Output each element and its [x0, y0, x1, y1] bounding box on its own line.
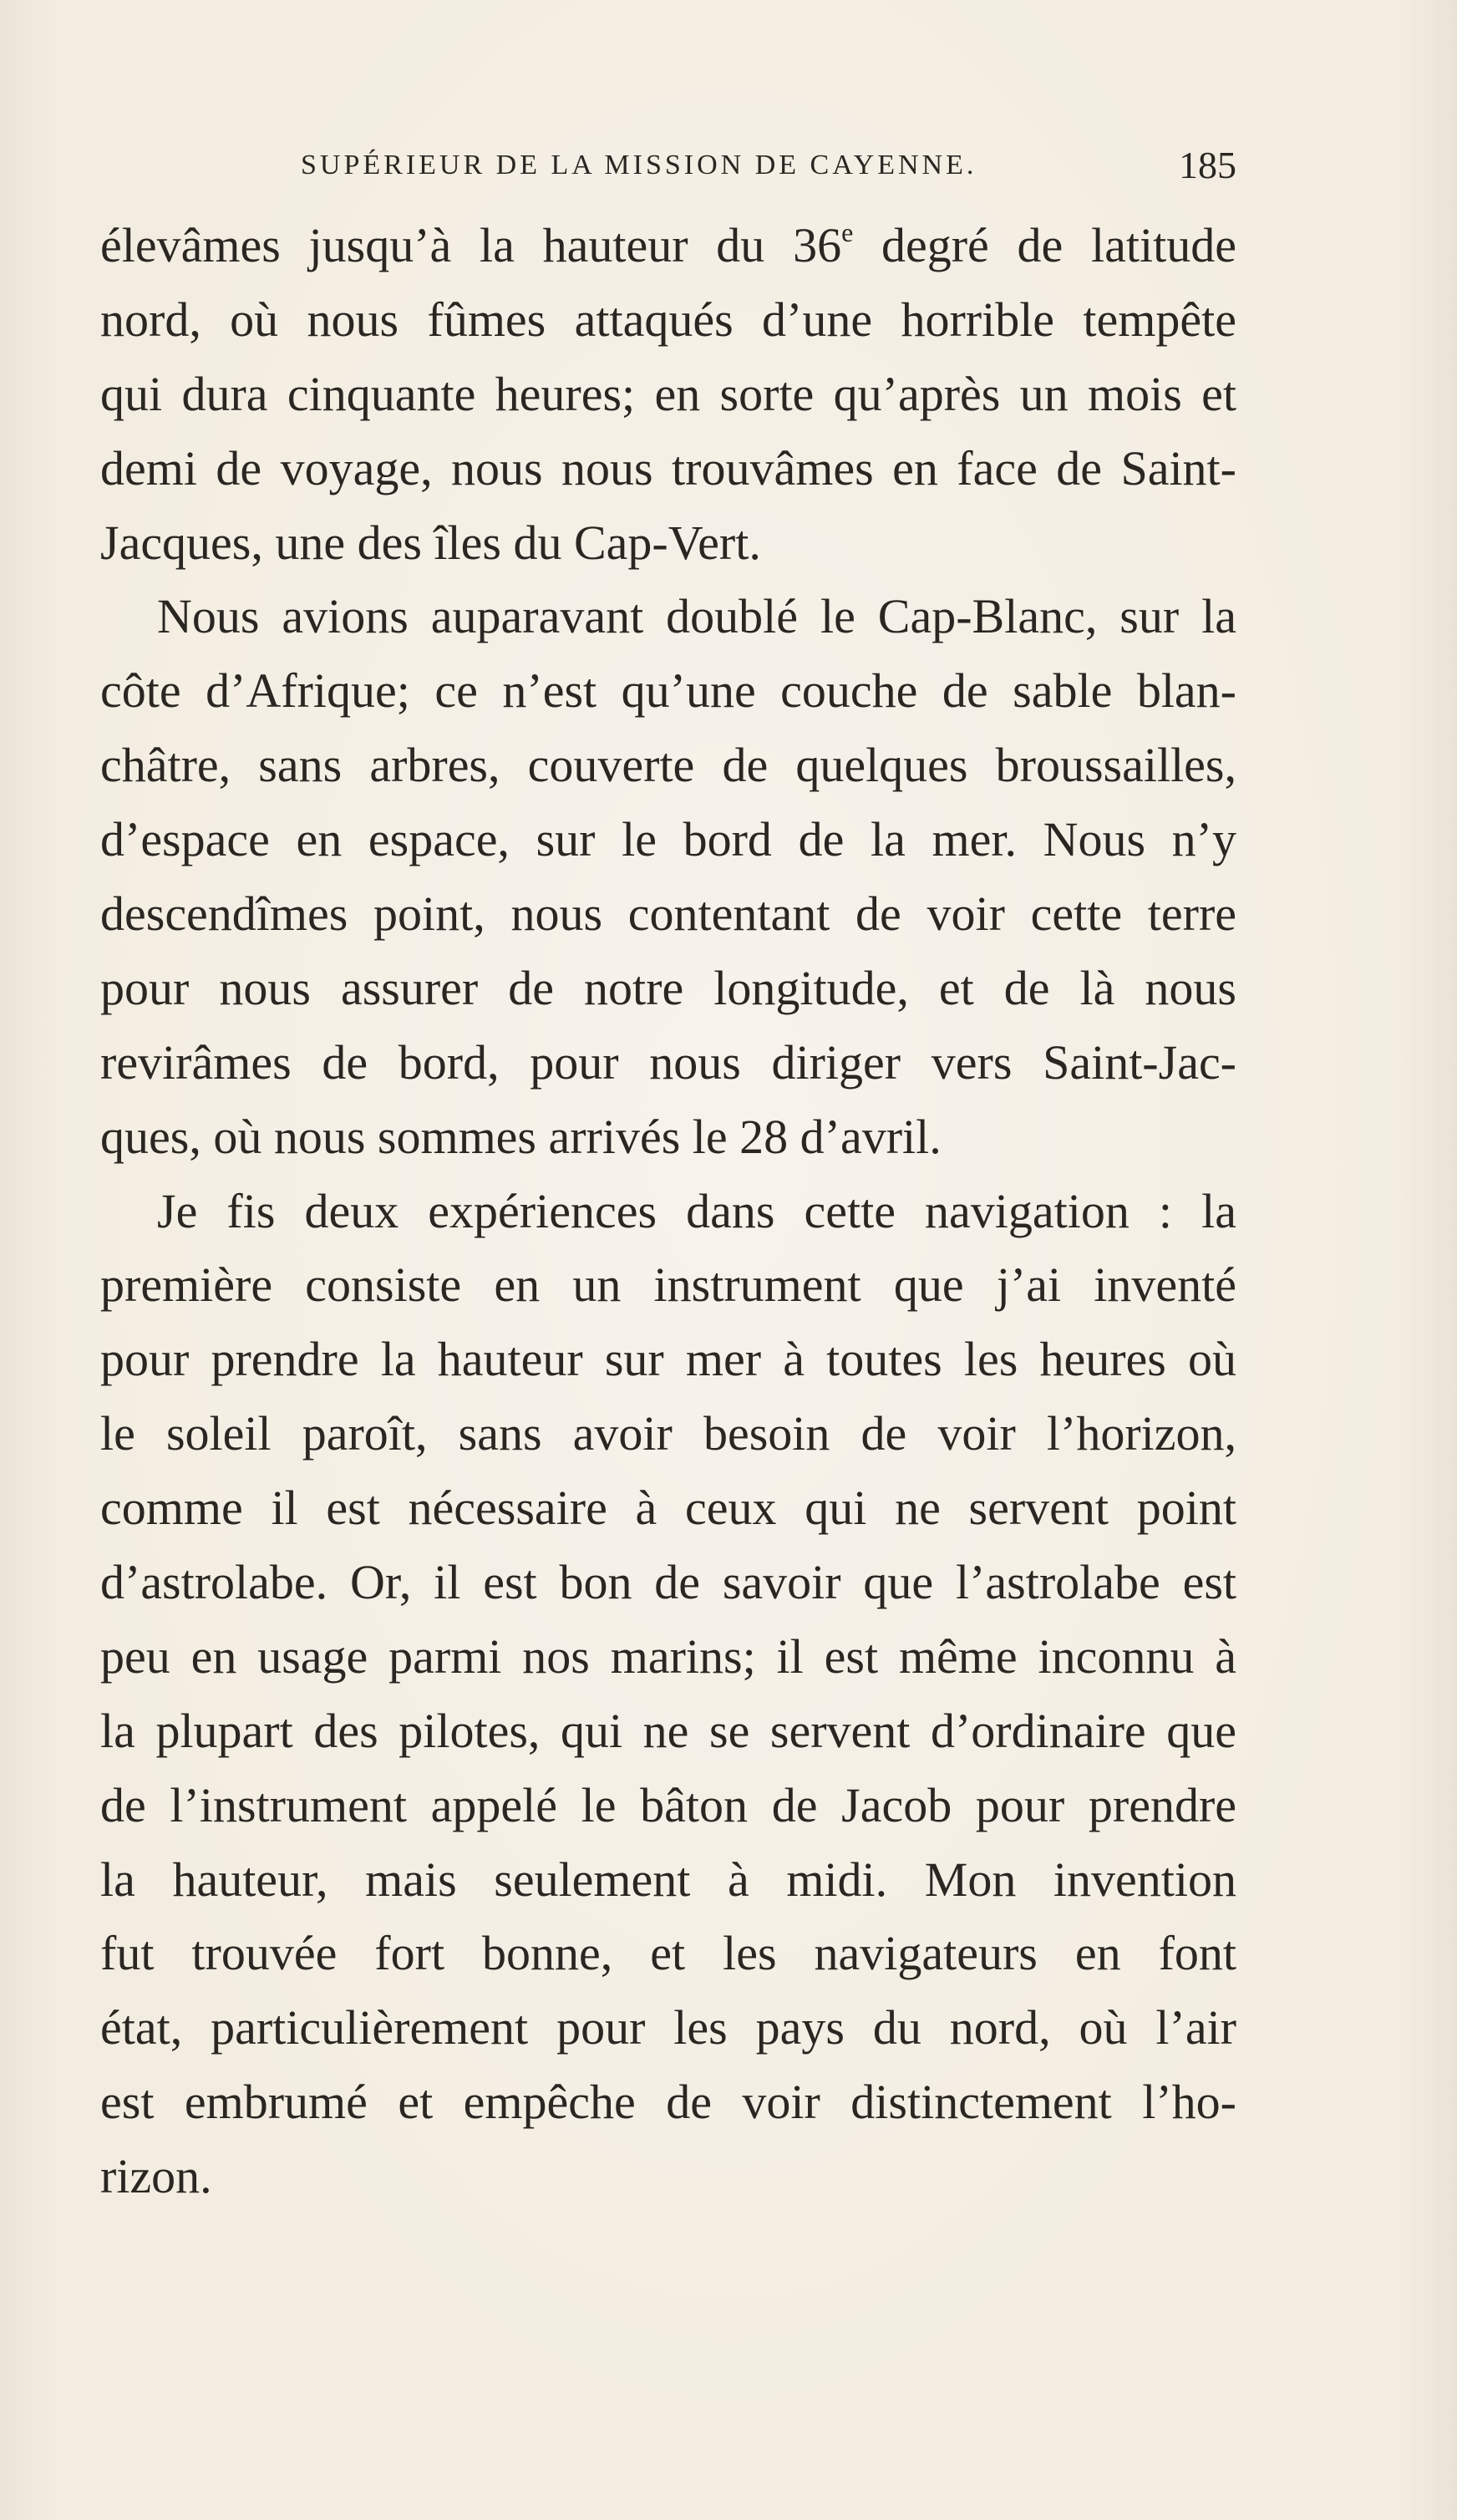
text-line: [100, 209, 1236, 283]
text-line: de l’instrument appelé le bâton de Jacob pour prendre: [100, 1777, 1236, 1832]
running-title: SUPÉRIEUR DE LA MISSION DE CAYENNE.: [301, 150, 977, 180]
text-line: d’espace en espace, sur le bord de la mer. Nous n’y: [100, 812, 1236, 867]
text-line: pour nous assurer de notre longitude, et de là nous: [100, 960, 1236, 1015]
line-segment: degré de latitude: [853, 218, 1236, 272]
text-line: ques, où nous sommes arrivés le 28 d’avril.: [100, 1109, 942, 1164]
ordinal-superscript: e: [841, 218, 854, 248]
text-line: fut trouvée fort bonne, et les navigateurs en font: [100, 1926, 1236, 1981]
body-text: [100, 209, 1236, 2214]
text-line: comme il est nécessaire à ceux qui ne servent point: [100, 1481, 1236, 1536]
text-line: la hauteur, mais seulement à midi. Mon invention: [100, 1852, 1236, 1907]
text-line: rizon.: [100, 2149, 212, 2204]
text-line: état, particulièrement pour les pays du nord, où l’air: [100, 2000, 1236, 2055]
text-line: côte d’Afrique; ce n’est qu’une couche de sable blan-: [100, 663, 1236, 719]
text-line: Je fis deux expériences dans cette navigation : la: [157, 1183, 1236, 1238]
text-line: revirâmes de bord, pour nous diriger vers Saint-Jac-: [100, 1034, 1236, 1090]
text-line: le soleil paroît, sans avoir besoin de voir l’horizon,: [100, 1406, 1236, 1461]
text-line: demi de voyage, nous nous trouvâmes en face de Saint-: [100, 440, 1236, 495]
text-line: est embrumé et empêche de voir distinctement l’ho-: [100, 2075, 1236, 2130]
text-line: qui dura cinquante heures; en sorte qu’après un mois et: [100, 366, 1236, 421]
text-line: première consiste en un instrument que j’ai inventé: [100, 1257, 1236, 1313]
text-line: descendîmes point, nous contentant de voir cette terre: [100, 887, 1236, 942]
text-line: la plupart des pilotes, qui ne se servent d’ordinaire que: [100, 1703, 1236, 1758]
text-line: d’astrolabe. Or, il est bon de savoir que l’astrolabe est: [100, 1555, 1236, 1610]
text-line: peu en usage parmi nos marins; il est même inconnu à: [100, 1628, 1236, 1684]
page-number: 185: [1179, 144, 1236, 186]
running-head: [100, 136, 1236, 195]
text-line: châtre, sans arbres, couverte de quelques broussailles,: [100, 738, 1236, 793]
text-line: pour prendre la hauteur sur mer à toutes les heures où: [100, 1332, 1236, 1387]
text-line: Nous avions auparavant doublé le Cap-Blanc, sur la: [157, 589, 1236, 644]
text-line: nord, où nous fûmes attaqués d’une horrible tempête: [100, 292, 1236, 347]
text-line: Jacques, une des îles du Cap-Vert.: [100, 515, 761, 570]
line-segment: élevâmes jusqu’à la hauteur du 36: [100, 218, 842, 272]
